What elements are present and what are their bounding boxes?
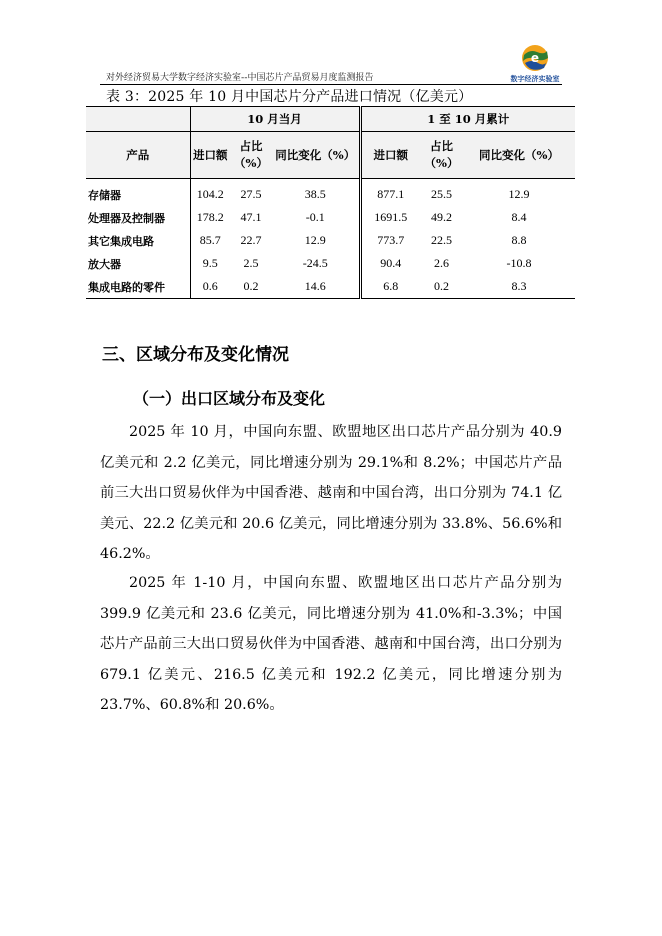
paragraph-monthly: 2025 年 10 月，中国向东盟、欧盟地区出口芯片产品分别为 40.9 亿美元和 2.2 亿美元，同比增速分别为 29.1%和 8.2%；中国芯片产品前三大出口贸易伙伴为中国香港、越南和中国台湾，出口分别为 74.1 亿美元、22.2 亿美元和 20.6 亿美元，同比增速分别为 33.8%、56.6%和 46.2%。: [100, 424, 562, 562]
col-header-month-import: 进口额: [190, 132, 230, 179]
product-name-cell: 存储器: [88, 188, 121, 202]
group-header-month: 10 月当月: [190, 107, 360, 132]
paragraph-cumulative: 2025 年 1-10 月，中国向东盟、欧盟地区出口芯片产品分别为 399.9 亿美元和 23.6 亿美元，同比增速分别为 41.0%和-3.3%；中国芯片产品前三大出口贸易伙伴为中国香港、越南和中国台湾，出口分别为 679.1 亿美元、216.5 亿美元和 192.2 亿美元，同比增速分别为 23.7%、60.8%和 20.6%。: [100, 575, 562, 713]
cell-m-share: 47.1: [240, 210, 262, 224]
cell-c-import: 773.7: [360, 229, 420, 252]
table-row: [86, 275, 575, 299]
col-header-cum-import: 进口额: [360, 132, 420, 179]
cell-m-yoy: -0.1: [305, 210, 325, 224]
cell-c-import: 6.8: [360, 275, 420, 299]
cell-c-import: 1691.5: [360, 206, 420, 229]
table-row: [86, 229, 575, 252]
cell-m-yoy: -24.5: [302, 256, 328, 270]
section-heading: 三、区域分布及变化情况: [102, 345, 289, 365]
col-header-cum-share: 占比（%）: [420, 132, 463, 179]
cell-c-yoy: 8.4: [511, 210, 527, 224]
col-header-month-share: 占比（%）: [230, 132, 272, 179]
cell-m-share: 2.5: [243, 256, 259, 270]
product-name-cell: 集成电路的零件: [86, 275, 190, 299]
col-header-product: 产品: [86, 132, 190, 179]
subsection-heading: （一）出口区域分布及变化: [133, 389, 326, 408]
logo-caption: 数字经济实验室: [510, 75, 560, 83]
header-divider: [100, 84, 562, 85]
cell-c-share: 0.2: [420, 275, 463, 299]
import-by-product-table: [86, 106, 575, 299]
globe-logo-icon: [520, 43, 550, 73]
cell-c-yoy: 12.9: [508, 187, 530, 201]
cell-m-share: 22.7: [240, 233, 262, 247]
cell-c-share: 2.6: [434, 256, 449, 270]
col-header-cum-yoy: 同比变化（%）: [463, 132, 575, 179]
product-name-cell: 放大器: [88, 257, 121, 271]
cell-m-yoy: 38.5: [304, 187, 326, 201]
cell-m-import: 9.5: [190, 252, 230, 275]
cell-m-import: 85.7: [190, 229, 230, 252]
cell-m-import: 178.2: [190, 206, 230, 229]
cell-m-share: 27.5: [240, 187, 262, 201]
cell-c-share: 25.5: [431, 187, 452, 201]
column-header-row: [86, 132, 575, 179]
product-name-cell: 处理器及控制器: [88, 211, 165, 225]
cell-m-share: 0.2: [230, 275, 272, 299]
table-row: [86, 206, 575, 229]
product-name-cell: 其它集成电路: [88, 234, 154, 248]
cell-c-yoy: -10.8: [506, 256, 532, 270]
cell-m-yoy: 14.6: [272, 275, 360, 299]
col-header-month-yoy: 同比变化（%）: [272, 132, 360, 179]
cell-c-yoy: 8.8: [511, 233, 527, 247]
cell-m-yoy: 12.9: [304, 233, 326, 247]
group-header-cumulative: 1 至 10 月累计: [360, 107, 575, 132]
cell-c-share: 49.2: [431, 210, 452, 224]
group-header-row: [86, 107, 575, 132]
table-caption: 表 3：2025 年 10 月中国芯片分产品进口情况（亿美元）: [106, 89, 473, 105]
cell-m-import: 0.6: [190, 275, 230, 299]
lab-logo: [507, 43, 563, 83]
cell-c-import: 877.1: [360, 179, 420, 207]
page-header-text: 对外经济贸易大学数字经济实验室--中国芯片产品贸易月度监测报告: [106, 73, 374, 83]
table-row: [86, 252, 575, 275]
svg-text:e: e: [530, 51, 540, 65]
header-corner: [86, 107, 190, 132]
cell-c-share: 22.5: [431, 233, 452, 247]
cell-c-import: 90.4: [360, 252, 420, 275]
cell-c-yoy: 8.3: [463, 275, 575, 299]
table-row: [86, 179, 575, 207]
cell-m-import: 104.2: [190, 179, 230, 207]
